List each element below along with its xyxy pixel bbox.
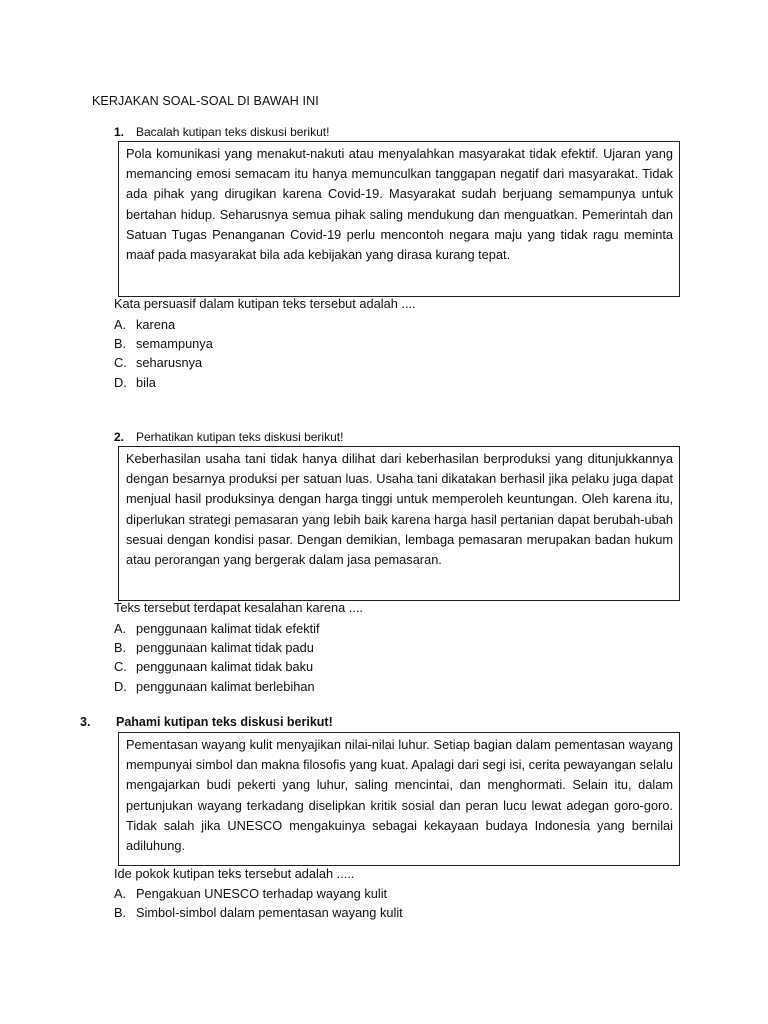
question-1-stem: Kata persuasif dalam kutipan teks tersebut adalah .... [114,296,416,311]
question-2-options [114,619,320,696]
question-1-option-a[interactable]: A. karena [114,317,176,332]
question-3-number: 3. [80,715,91,729]
question-1-number: 1. [114,125,125,139]
question-1-option-b[interactable]: B. semampunya [114,336,213,352]
question-1-passage-box [118,141,680,297]
question-3-options [114,884,403,922]
question-2-option-d[interactable]: D. penggunaan kalimat berlebihan [114,678,315,694]
question-2-option-b[interactable]: B. penggunaan kalimat tidak padu [114,640,314,656]
question-2-header [114,430,343,444]
question-1-header [114,125,329,139]
question-2-instruction: Perhatikan kutipan teks diskusi berikut! [136,430,344,444]
question-3-option-b[interactable]: B. Simbol-simbol dalam pementasan wayang kulit [114,905,403,921]
question-2-passage-box [118,446,680,601]
question-2-number: 2. [114,430,125,444]
question-1-option-c[interactable]: C. seharusnya [114,355,203,371]
question-2-option-a[interactable]: A. penggunaan kalimat tidak efektif [114,621,320,636]
question-1-options [114,315,213,392]
question-3-option-a[interactable]: A. Pengakuan UNESCO terhadap wayang kulit [114,886,388,901]
question-1-option-d[interactable]: D. bila [114,374,156,390]
question-3-instruction: Pahami kutipan teks diskusi berikut! [116,715,333,729]
question-3-stem: Ide pokok kutipan teks tersebut adalah ..... [114,866,355,881]
worksheet-title: KERJAKAN SOAL-SOAL DI BAWAH INI [92,94,319,108]
question-2-stem: Teks tersebut terdapat kesalahan karena .... [114,600,363,615]
question-3-passage: Pementasan wayang kulit menyajikan nilai-nilai luhur. Setiap bagian dalam pementasan wayang mempunyai simbol dan makna filosofis yang kuat. Apalagi dari segi isi, cerita pewayangan selalu mengajarkan budi pekerti yang luhur, saling mencintai, dan menghormati. Selain itu, dalam pertunjukan wayang terkadang diselipkan kritik sosial dan peran lucu lewat adegan goro-goro. Tidak salah jika UNESCO mengakuinya sebagai kekayaan budaya Indonesia yang bernilai adiluhung. [126,737,674,854]
question-3-header [80,715,333,729]
question-1-instruction: Bacalah kutipan teks diskusi berikut! [136,125,330,139]
question-1-passage: Pola komunikasi yang menakut-nakuti atau menyalahkan masyarakat tidak efektif. Ujaran yang memancing emosi semacam itu hanya memunculkan tanggapan negatif dari masyarakat. Tidak ada pihak yang dirugikan karena Covid-19. Masyarakat sudah berjuang semampunya untuk bertahan hidup. Seharusnya semua pihak saling mendukung dan menguatkan. Pemerintah dan Satuan Tugas Penanganan Covid-19 perlu mencontoh negara maju yang tidak ragu meminta maaf pada masyarakat bila ada kebijakan yang dirasa kurang tepat. [126,146,673,263]
question-2-option-c[interactable]: C. penggunaan kalimat tidak baku [114,659,314,675]
question-3-passage-box [118,732,680,866]
question-2-passage: Keberhasilan usaha tani tidak hanya dilihat dari keberhasilan berproduksi yang ditunjukkannya dengan besarnya produksi per satuan luas. Usaha tani dikatakan berhasil jika pelaku juga dapat menjual hasil produksinya dengan harga tinggi untuk memperoleh keuntungan. Oleh karena itu, diperlukan strategi pemasaran yang lebih baik karena harga hasil pertanian dapat berubah-ubah sesuai dengan kondisi pasar. Dengan demikian, lembaga pemasaran merupakan badan hukum atau perorangan yang bergerak dalam jasa pemasaran. [126,451,673,568]
